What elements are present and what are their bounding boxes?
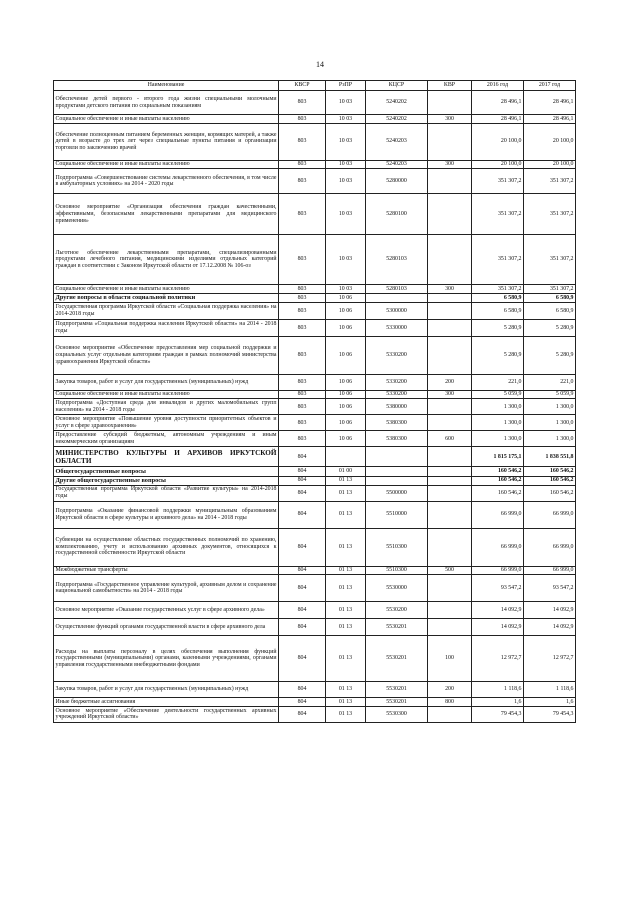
cell-kvsr: 804 (279, 682, 326, 698)
page-number: 14 (316, 60, 324, 69)
table-row (54, 91, 576, 115)
cell-kvr: 300 (428, 390, 472, 399)
cell-kvsr: 803 (279, 169, 326, 194)
cell-2016: 160 546,2 (472, 476, 524, 485)
cell-kcsr: 5300000 (366, 302, 428, 319)
cell-kvsr: 804 (279, 485, 326, 501)
cell-2017: 6 580,9 (524, 293, 576, 302)
cell-kcsr: 5280103 (366, 285, 428, 294)
cell-2017: 351 307,2 (524, 194, 576, 235)
cell-kvr (428, 619, 472, 636)
cell-2017: 351 307,2 (524, 235, 576, 285)
cell-rzpr: 10 03 (326, 91, 366, 115)
cell-2016: 1 300,0 (472, 399, 524, 415)
cell-2016: 351 307,2 (472, 169, 524, 194)
cell-kvr (428, 194, 472, 235)
cell-kvsr: 804 (279, 501, 326, 528)
col-header-kvsr: КВСР (279, 81, 326, 91)
cell-name: Закупка товаров, работ и услуг для государственных (муниципальных) нужд (54, 682, 279, 698)
cell-kvsr: 804 (279, 698, 326, 707)
cell-rzpr: 10 06 (326, 399, 366, 415)
cell-kvr (428, 476, 472, 485)
cell-rzpr: 01 13 (326, 566, 366, 575)
cell-kvr (428, 467, 472, 476)
table-row (54, 447, 576, 467)
cell-kcsr: 5530000 (366, 575, 428, 602)
cell-kcsr (366, 476, 428, 485)
cell-kvr: 200 (428, 682, 472, 698)
cell-kcsr: 5530201 (366, 698, 428, 707)
cell-kvr (428, 415, 472, 431)
cell-kvr: 300 (428, 115, 472, 124)
cell-2016: 79 454,3 (472, 706, 524, 722)
cell-kvr (428, 293, 472, 302)
table-row (54, 319, 576, 336)
cell-2017: 5 280,9 (524, 319, 576, 336)
cell-kvsr: 803 (279, 319, 326, 336)
cell-2017: 5 280,9 (524, 336, 576, 374)
cell-kvr (428, 235, 472, 285)
table-row (54, 194, 576, 235)
cell-rzpr: 01 13 (326, 476, 366, 485)
cell-2017: 1,6 (524, 698, 576, 707)
cell-2016: 66 999,0 (472, 501, 524, 528)
cell-kvr (428, 528, 472, 566)
cell-kvsr: 803 (279, 235, 326, 285)
table-row (54, 115, 576, 124)
cell-kvsr: 803 (279, 336, 326, 374)
table-body (54, 91, 576, 723)
cell-kcsr: 5530201 (366, 636, 428, 682)
cell-rzpr: 10 03 (326, 169, 366, 194)
cell-name: Льготное обеспечение лекарственными препаратами, специализированными продуктами лечебного питания, медицинскими изделиями отдельных категорий граждан в соответствии с Законом Иркутской области от 17.12.2008 № 106-оз (54, 235, 279, 285)
cell-kvr: 200 (428, 374, 472, 390)
col-header-name: Наименование (54, 81, 279, 91)
cell-kvsr: 803 (279, 390, 326, 399)
cell-kvsr: 803 (279, 123, 326, 160)
cell-kvr (428, 602, 472, 619)
cell-2016: 28 496,1 (472, 91, 524, 115)
cell-kvr: 100 (428, 636, 472, 682)
table-row (54, 374, 576, 390)
cell-2016: 28 496,1 (472, 115, 524, 124)
cell-name: Подпрограмма «Доступная среда для инвалидов и других маломобильных групп населения» на 2014 - 2018 годы (55, 400, 277, 413)
cell-rzpr: 10 03 (326, 235, 366, 285)
cell-kvsr: 803 (279, 91, 326, 115)
cell-2017: 351 307,2 (524, 285, 576, 294)
cell-kcsr: 5530201 (366, 619, 428, 636)
cell-2017: 79 454,3 (524, 706, 576, 722)
cell-kcsr: 5530201 (366, 682, 428, 698)
cell-name: Другие общегосударственные вопросы (54, 476, 279, 485)
cell-kvsr: 803 (279, 115, 326, 124)
cell-2017: 221,0 (524, 374, 576, 390)
cell-kvsr: 803 (279, 302, 326, 319)
cell-2016: 1,6 (472, 698, 524, 707)
cell-2017: 6 580,9 (524, 302, 576, 319)
cell-2017: 93 547,2 (524, 575, 576, 602)
cell-2016: 66 999,0 (472, 566, 524, 575)
cell-name: Социальное обеспечение и иные выплаты населению (54, 115, 279, 124)
cell-2016: 6 580,9 (472, 302, 524, 319)
cell-rzpr: 01 13 (326, 528, 366, 566)
table-row (54, 160, 576, 169)
table-row (54, 336, 576, 374)
table-row (54, 123, 576, 160)
cell-kvsr: 803 (279, 399, 326, 415)
table-row (54, 302, 576, 319)
cell-name: Расходы на выплаты персоналу в целях обеспечения выполнения функций государственными (муниципальными) органами, казенными учреждениями, органами управления государственными внебюджетными фондами (54, 636, 279, 682)
cell-rzpr: 10 06 (326, 374, 366, 390)
cell-2017: 160 546,2 (524, 467, 576, 476)
col-header-kcsr: КЦСР (366, 81, 428, 91)
cell-kcsr: 5510000 (366, 501, 428, 528)
col-header-2016: 2016 год (472, 81, 524, 91)
cell-kcsr (366, 447, 428, 467)
cell-2016: 6 580,9 (472, 293, 524, 302)
cell-name: Обеспечение детей первого - второго года жизни специальными молочными продуктами детского питания по социальным показаниям (54, 91, 279, 115)
cell-kcsr: 5330200 (366, 390, 428, 399)
cell-kcsr: 5240202 (366, 115, 428, 124)
cell-2016: 160 546,2 (472, 467, 524, 476)
cell-2016: 1 300,0 (472, 431, 524, 447)
cell-kcsr: 5280000 (366, 169, 428, 194)
cell-kvr: 500 (428, 566, 472, 575)
table-row (54, 467, 576, 476)
table-row (54, 293, 576, 302)
cell-kvr (428, 336, 472, 374)
cell-kvsr: 804 (279, 528, 326, 566)
cell-name: Социальное обеспечение и иные выплаты населению (54, 285, 279, 294)
cell-2016: 1 118,6 (472, 682, 524, 698)
cell-kcsr: 5330200 (366, 336, 428, 374)
cell-rzpr: 01 13 (326, 682, 366, 698)
cell-kcsr: 5510300 (366, 528, 428, 566)
cell-kcsr: 5530300 (366, 706, 428, 722)
cell-rzpr: 01 13 (326, 619, 366, 636)
cell-2017: 20 100,0 (524, 160, 576, 169)
cell-2017: 1 300,0 (524, 399, 576, 415)
cell-2016: 351 307,2 (472, 235, 524, 285)
cell-rzpr: 10 06 (326, 431, 366, 447)
cell-2017: 160 546,2 (524, 476, 576, 485)
cell-rzpr: 01 13 (326, 575, 366, 602)
cell-rzpr (326, 447, 366, 467)
cell-kvr: 600 (428, 431, 472, 447)
cell-2016: 5 059,9 (472, 390, 524, 399)
cell-name: Закупка товаров, работ и услуг для государственных (муниципальных) нужд (54, 374, 279, 390)
cell-kvsr: 803 (279, 431, 326, 447)
cell-2016: 66 999,0 (472, 528, 524, 566)
cell-kcsr: 5380000 (366, 399, 428, 415)
cell-name: Основное мероприятие «Организация обеспечения граждан качественными, эффективными, безопасными лекарственными препаратами для медицинского применения» (54, 194, 279, 235)
cell-rzpr: 10 03 (326, 160, 366, 169)
cell-kvsr: 803 (279, 285, 326, 294)
cell-name: Основное мероприятие «Обеспечение деятельности государственных архивных учреждений Иркутской области» (55, 707, 277, 721)
cell-kvr: 800 (428, 698, 472, 707)
cell-2016: 12 972,7 (472, 636, 524, 682)
cell-kvsr: 804 (279, 619, 326, 636)
cell-kvsr: 804 (279, 706, 326, 722)
cell-kvr (428, 501, 472, 528)
cell-rzpr: 01 13 (326, 602, 366, 619)
cell-kvr (428, 485, 472, 501)
cell-kcsr (366, 293, 428, 302)
cell-kvsr: 803 (279, 194, 326, 235)
cell-rzpr: 01 13 (326, 485, 366, 501)
cell-kcsr: 5530200 (366, 602, 428, 619)
budget-table (53, 80, 576, 723)
cell-kvsr: 804 (279, 575, 326, 602)
cell-kcsr: 5240203 (366, 123, 428, 160)
cell-kvsr: 804 (279, 636, 326, 682)
cell-kcsr: 5330200 (366, 374, 428, 390)
cell-2017: 160 546,2 (524, 485, 576, 501)
cell-rzpr: 01 13 (326, 636, 366, 682)
cell-kcsr: 5500000 (366, 485, 428, 501)
cell-kvr (428, 169, 472, 194)
table-row (54, 476, 576, 485)
cell-2016: 1 300,0 (472, 415, 524, 431)
cell-2017: 1 118,6 (524, 682, 576, 698)
cell-name: Государственная программа Иркутской области «Развитие культуры» на 2014-2018 годы (55, 486, 277, 500)
table-row (54, 706, 576, 722)
table-row (54, 285, 576, 294)
cell-rzpr: 01 13 (326, 706, 366, 722)
cell-kcsr: 5240203 (366, 160, 428, 169)
cell-2017: 1 300,0 (524, 415, 576, 431)
cell-name: Основное мероприятие «Повышение уровня доступности приоритетных объектов и услуг в сфере здравоохранения» (55, 416, 277, 429)
table-row (54, 566, 576, 575)
cell-kvr (428, 123, 472, 160)
cell-kvr (428, 399, 472, 415)
cell-name: Основное мероприятие «Обеспечение предоставления мер социальной поддержки и социальных услуг отдельным категориям граждан в рамках полномочий министерства здравоохранения Иркутской области» (54, 336, 279, 374)
table-row (54, 528, 576, 566)
cell-2016: 20 100,0 (472, 160, 524, 169)
cell-rzpr: 10 06 (326, 319, 366, 336)
cell-name: Межбюджетные трансферты (54, 566, 279, 575)
cell-2016: 14 092,9 (472, 619, 524, 636)
cell-kvr: 300 (428, 160, 472, 169)
table-row (54, 431, 576, 447)
cell-rzpr: 10 06 (326, 390, 366, 399)
cell-kvr (428, 91, 472, 115)
cell-name: Подпрограмма «Совершенствование системы лекарственного обеспечения, в том числе в амбулаторных условиях» на 2014 - 2020 годы (54, 169, 279, 194)
table-row (54, 235, 576, 285)
cell-name: Обеспечение полноценным питанием беременных женщин, кормящих матерей, а также детей в возрасте до трех лет через специальные пункты питания и организации торговли по заключению врачей (54, 123, 279, 160)
table-row (54, 415, 576, 431)
cell-2016: 14 092,9 (472, 602, 524, 619)
cell-2017: 12 972,7 (524, 636, 576, 682)
cell-2016: 221,0 (472, 374, 524, 390)
cell-2017: 14 092,9 (524, 602, 576, 619)
cell-rzpr: 10 03 (326, 115, 366, 124)
cell-rzpr: 10 06 (326, 293, 366, 302)
cell-2016: 5 280,9 (472, 319, 524, 336)
table-row (54, 575, 576, 602)
table-row (54, 636, 576, 682)
cell-rzpr: 10 06 (326, 336, 366, 374)
cell-kvsr: 804 (279, 566, 326, 575)
cell-name: Социальное обеспечение и иные выплаты населению (54, 390, 279, 399)
cell-kvsr: 803 (279, 160, 326, 169)
cell-kcsr: 5240202 (366, 91, 428, 115)
cell-name: Общегосударственные вопросы (54, 467, 279, 476)
cell-2017: 20 100,0 (524, 123, 576, 160)
cell-kvr (428, 319, 472, 336)
cell-2016: 1 815 175,1 (472, 447, 524, 467)
cell-name: Предоставление субсидий бюджетным, автономным учреждениям и иным некоммерческим организациям (55, 432, 277, 445)
cell-2017: 66 999,0 (524, 501, 576, 528)
cell-name: Субвенции на осуществление областных государственных полномочий по хранению, комплектованию, учету и использованию архивных документов, относящихся к государственной собственности Иркутской области (54, 528, 279, 566)
cell-name: Подпрограмма «Государственное управление культурой, архивным делом и сохранение национальной самобытности» на 2014 - 2018 годы (54, 575, 279, 602)
table-row (54, 169, 576, 194)
cell-name: Государственная программа Иркутской области «Социальная поддержка населения» на 2014-2018 годы (54, 302, 279, 319)
table-row (54, 682, 576, 698)
cell-kvsr: 803 (279, 293, 326, 302)
cell-kcsr: 5510300 (366, 566, 428, 575)
cell-rzpr: 01 13 (326, 698, 366, 707)
cell-kvsr: 804 (279, 467, 326, 476)
cell-name: Социальное обеспечение и иные выплаты населению (54, 160, 279, 169)
cell-name: Иные бюджетные ассигнования (54, 698, 279, 707)
cell-rzpr: 01 13 (326, 501, 366, 528)
cell-kcsr: 5380300 (366, 415, 428, 431)
col-header-rzpr: РзПР (326, 81, 366, 91)
cell-2016: 5 280,9 (472, 336, 524, 374)
cell-kcsr: 5280100 (366, 194, 428, 235)
cell-name: Подпрограмма «Социальная поддержка населения Иркутской области» на 2014 - 2018 годы (54, 319, 279, 336)
cell-kvr (428, 447, 472, 467)
cell-kvsr: 804 (279, 476, 326, 485)
table-row (54, 602, 576, 619)
cell-name: Другие вопросы в области социальной политики (54, 293, 279, 302)
cell-rzpr: 10 06 (326, 415, 366, 431)
cell-rzpr: 10 03 (326, 285, 366, 294)
table-row (54, 619, 576, 636)
cell-2016: 20 100,0 (472, 123, 524, 160)
cell-kvsr: 804 (279, 602, 326, 619)
table-row (54, 485, 576, 501)
cell-rzpr: 01 00 (326, 467, 366, 476)
cell-kvsr: 803 (279, 415, 326, 431)
cell-kvsr: 804 (279, 447, 326, 467)
cell-kvsr: 803 (279, 374, 326, 390)
cell-2017: 1 300,0 (524, 431, 576, 447)
table-row (54, 390, 576, 399)
cell-kvr (428, 706, 472, 722)
cell-name: МИНИСТЕРСТВО КУЛЬТУРЫ И АРХИВОВ ИРКУТСКОЙ ОБЛАСТИ (55, 448, 277, 465)
cell-2016: 351 307,2 (472, 285, 524, 294)
table-row (54, 698, 576, 707)
cell-2017: 28 496,1 (524, 115, 576, 124)
cell-kcsr: 5380300 (366, 431, 428, 447)
cell-rzpr: 10 03 (326, 123, 366, 160)
col-header-kvr: КВР (428, 81, 472, 91)
cell-kvr (428, 302, 472, 319)
cell-2016: 160 546,2 (472, 485, 524, 501)
cell-kvr (428, 575, 472, 602)
cell-rzpr: 10 03 (326, 194, 366, 235)
cell-2017: 1 838 551,8 (524, 447, 576, 467)
cell-2016: 351 307,2 (472, 194, 524, 235)
cell-2016: 93 547,2 (472, 575, 524, 602)
cell-kcsr (366, 467, 428, 476)
cell-kvr: 300 (428, 285, 472, 294)
cell-2017: 66 999,0 (524, 528, 576, 566)
col-header-2017: 2017 год (524, 81, 576, 91)
cell-name: Основное мероприятие «Оказание государственных услуг в сфере архивного дела» (54, 602, 279, 619)
cell-kcsr: 5280103 (366, 235, 428, 285)
table-header-row (54, 81, 576, 91)
cell-2017: 66 999,0 (524, 566, 576, 575)
cell-name: Подпрограмма «Оказание финансовой поддержки муниципальным образованиям Иркутской области в сфере культуры и архивного дела» на 2014 - 2018 годы (54, 501, 279, 528)
table-row (54, 501, 576, 528)
cell-rzpr: 10 06 (326, 302, 366, 319)
table-row (54, 399, 576, 415)
cell-kcsr: 5330000 (366, 319, 428, 336)
cell-name: Осуществление функций органами государственной власти в сфере архивного дела (54, 619, 279, 636)
cell-2017: 351 307,2 (524, 169, 576, 194)
cell-2017: 28 496,1 (524, 91, 576, 115)
cell-2017: 5 059,9 (524, 390, 576, 399)
cell-2017: 14 092,9 (524, 619, 576, 636)
